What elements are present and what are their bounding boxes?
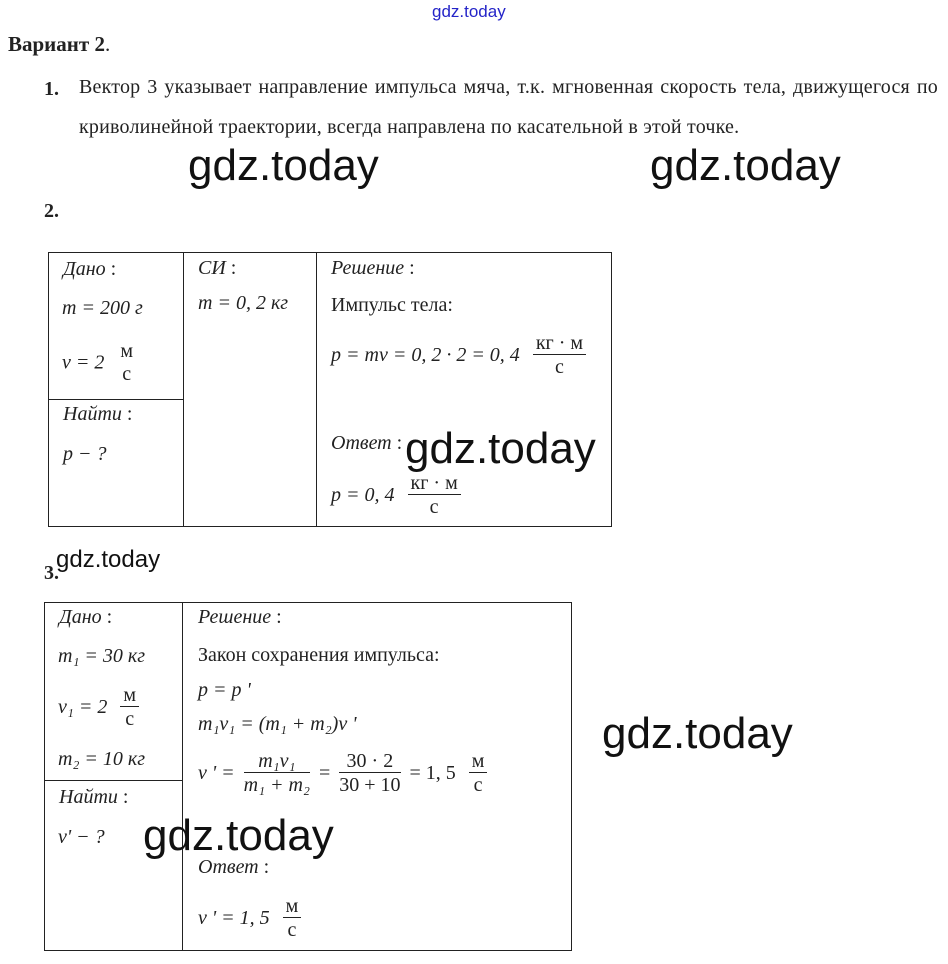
problem3-eq3-frac1: $\frac{\text{m₁v₁}}{\text{m₁ + m₂}}$ <box>243 750 310 796</box>
problem2-answer-unit: $\frac{кг \cdot м}{с}$ <box>408 472 461 519</box>
problem2-solution-label: Решение : <box>331 257 415 279</box>
problem2-given-label: Дано : <box>63 258 117 280</box>
problem2-v-unit: м с <box>120 340 134 385</box>
problem1-number: 1. <box>44 78 59 100</box>
problem3-law: Закон сохранения импульса: <box>198 644 440 666</box>
variant-title-dot: . <box>104 32 111 56</box>
problem2-si-label: СИ : <box>198 257 237 279</box>
problem2-solution-line1: Импульс тела: <box>331 294 453 316</box>
problem3-number: 3. <box>44 562 59 584</box>
problem2-answer-label: Ответ : <box>331 432 403 454</box>
watermark-2: gdz.today <box>650 141 841 190</box>
watermark-top: gdz.today <box>432 2 506 21</box>
problem3-eq3-frac2: $\frac{30 \cdot 2}{30 + 10}$ <box>339 750 401 796</box>
problem1-text: Вектор 3 указывает направление импульса мяча, т.к. мгновенная скорость тела, движущегося по криволинейной траектории, всегда направлена по касательной в этой точке. <box>79 76 938 138</box>
watermark-1: gdz.today <box>188 141 379 190</box>
problem2-find-label: Найти : <box>63 403 133 425</box>
problem3-v1-unit: $\frac{м}{с}$ <box>120 684 139 731</box>
problem3-answer: v ' = 1, 5 $\frac{м}{с}$ <box>198 895 301 942</box>
problem2-number: 2. <box>44 200 59 222</box>
watermark-6: gdz.today <box>143 811 334 860</box>
variant-title-text: Вариант 2 <box>8 32 105 56</box>
problem3-solution-label: Решение : <box>198 606 282 628</box>
problem3-given-label: Дано : <box>59 606 113 628</box>
problem3-answer-label: Ответ : <box>198 856 270 878</box>
problem3-given-v1: v₁ = 2 $\frac{м}{с}$ <box>58 684 139 731</box>
watermark-5: gdz.today <box>602 709 793 758</box>
problem2-si-value: m = 0, 2 кг <box>198 292 289 314</box>
problem2-unit-frac: $\frac{кг \cdot м}{с}$ <box>533 332 586 379</box>
problem2-answer: p = 0, 4 $\frac{кг \cdot м}{с}$ <box>331 472 461 519</box>
problem3-find: v' − ? <box>58 826 105 848</box>
watermark-4: gdz.today <box>56 546 161 573</box>
problem3-answer-unit: $\frac{м}{с}$ <box>283 895 302 942</box>
problem2-solution-formula: p = mv = 0, 2 · 2 = 0, 4 $\frac{кг \cdot м}{с}$ <box>331 332 586 379</box>
variant-title <box>8 32 110 57</box>
problem3-given-m1: m₁ = 30 кг <box>58 645 146 667</box>
problem2-find: p − ? <box>63 443 107 465</box>
problem3-eq3-unit: $\frac{м}{с}$ <box>469 750 488 797</box>
problem3-eq1: p = p ' <box>198 679 251 701</box>
watermark-3: gdz.today <box>405 424 596 473</box>
problem2-given-m: m = 200 г <box>62 297 143 319</box>
problem3-eq3: v ' = $\frac{\text{m₁v₁}}{\text{m₁ + m₂}}$ = $\frac{30 \cdot 2}{30 + 10}$ = 1, 5 $\frac{м}{с}$ <box>198 750 487 797</box>
problem2-given-v: v = 2 м с <box>62 340 136 386</box>
problem3-find-label: Найти : <box>59 786 129 808</box>
problem3-eq2: m₁v₁ = (m₁ + m₂)v ' <box>198 713 357 735</box>
problem3-given-m2: m₂ = 10 кг <box>58 748 146 770</box>
